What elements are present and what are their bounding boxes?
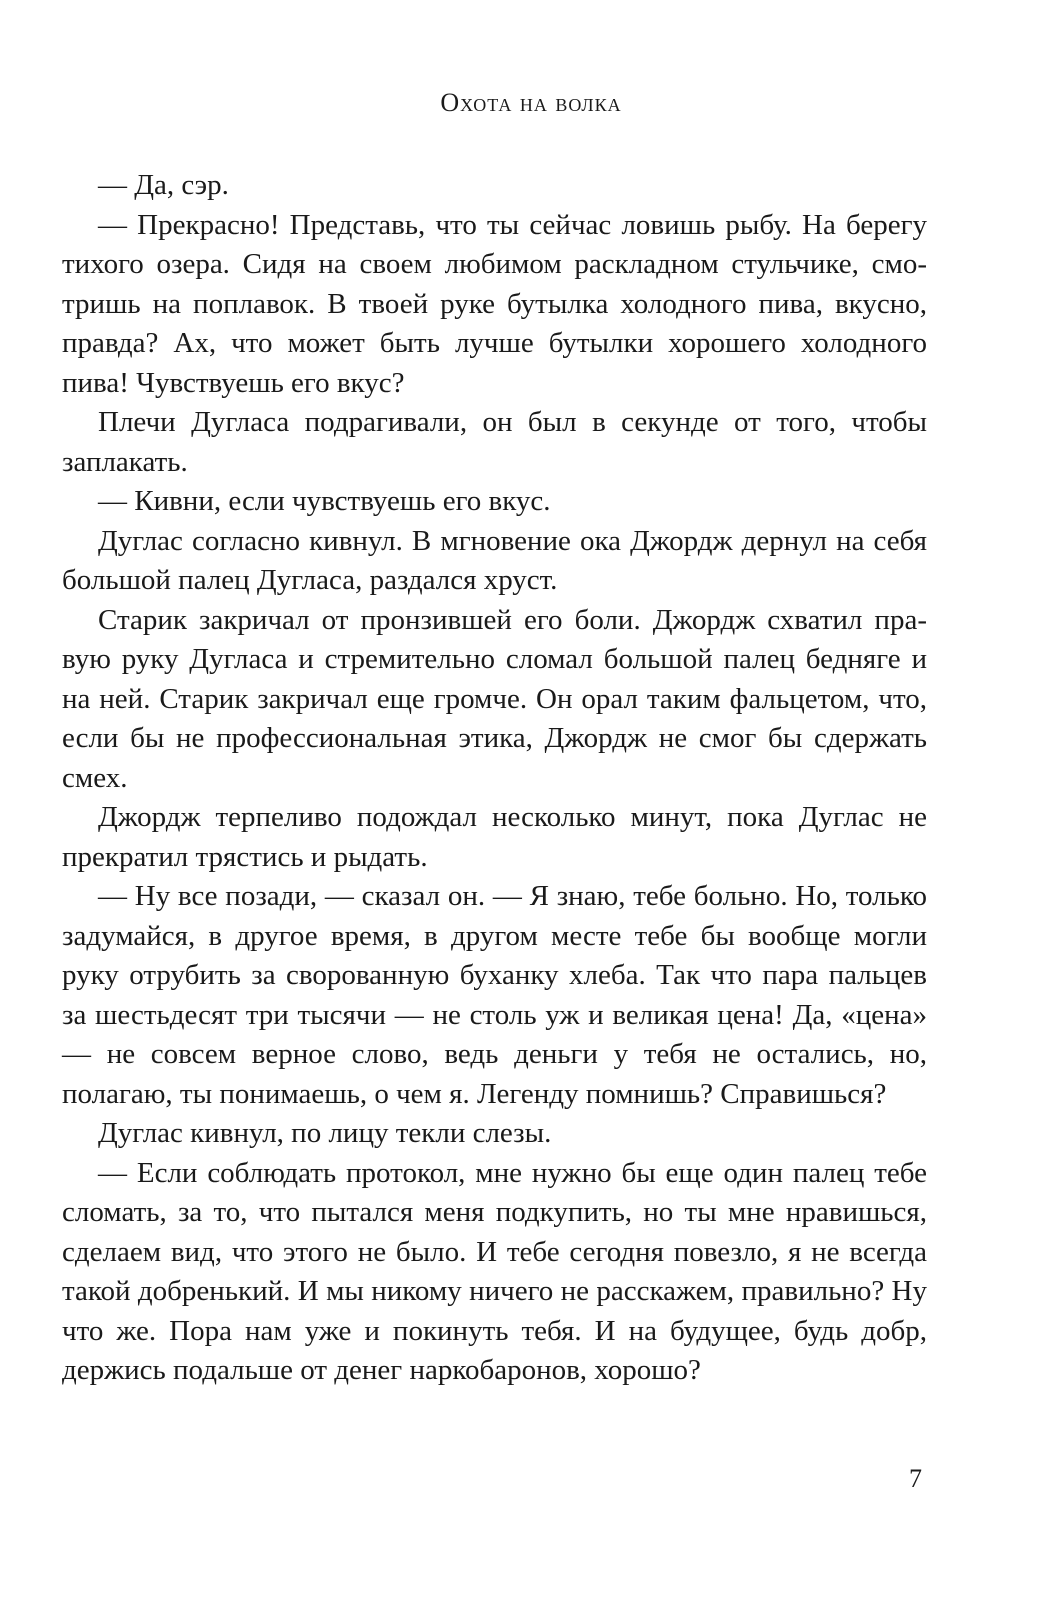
running-title: Охота на волка bbox=[440, 88, 622, 117]
paragraph: — Ну все позади, — сказал он. — Я знаю, тебе больно. Но, только задумайся, в другое время, в другом месте тебе бы вообще могли руку отрубить за сворованную буханку хлеба. Так что пара пальцев за шестьдесят три тысячи — не столь уж и великая цена! Да, «цена» — не совсем верное слово, ведь деньги у тебя не остались, но, полагаю, ты понимаешь, о чем я. Легенду помнишь? Справишься? bbox=[62, 880, 927, 1110]
paragraph: Дуглас кивнул, по лицу текли слезы. bbox=[98, 1117, 552, 1149]
paragraph: — Прекрасно! Представь, что ты сейчас ловишь рыбу. На берегу тихого озера. Сидя на своем любимом раскладном стульчике, смотришь на поплавок. В твоей руке бутылка холодного пива, вкусно, правда? Ах, что может быть лучше бутылки хорошего холодного пива! Чувствуешь его вкус? bbox=[62, 208, 927, 399]
paragraph: Джордж терпеливо подождал несколько минут, пока Дуглас не прекратил трястись и рыдать. bbox=[62, 801, 927, 873]
paragraph: Плечи Дугласа подрагивали, он был в секунде от того, чтобы заплакать. bbox=[62, 406, 927, 478]
page-number: 7 bbox=[909, 1464, 922, 1493]
paragraph: — Да, сэр. bbox=[98, 169, 229, 201]
paragraph: Дуглас согласно кивнул. В мгновение ока Джордж дернул на себя большой палец Дугласа, раздался хруст. bbox=[62, 524, 927, 596]
body-text bbox=[62, 166, 927, 1391]
paragraph: — Если соблюдать протокол, мне нужно бы еще один палец тебе сломать, за то, что пытался меня подкупить, но ты мне нравишься, сделаем вид, что этого не было. И тебе сегодня повезло, я не всегда такой добренький. И мы никому ничего не расскажем, правильно? Ну что же. Пора нам уже и покинуть тебя. И на будущее, будь добр, держись подальше от денег наркобаронов, хорошо? bbox=[62, 1156, 927, 1386]
paragraph: — Кивни, если чувствуешь его вкус. bbox=[98, 485, 551, 517]
paragraph: Старик закричал от пронзившей его боли. Джордж схватил правую руку Дугласа и стремительно сломал большой палец бедняге и на ней. Старик закричал еще громче. Он орал таким фальцетом, что, если бы не профессиональная этика, Джордж не смог бы сдержать смех. bbox=[62, 603, 927, 794]
